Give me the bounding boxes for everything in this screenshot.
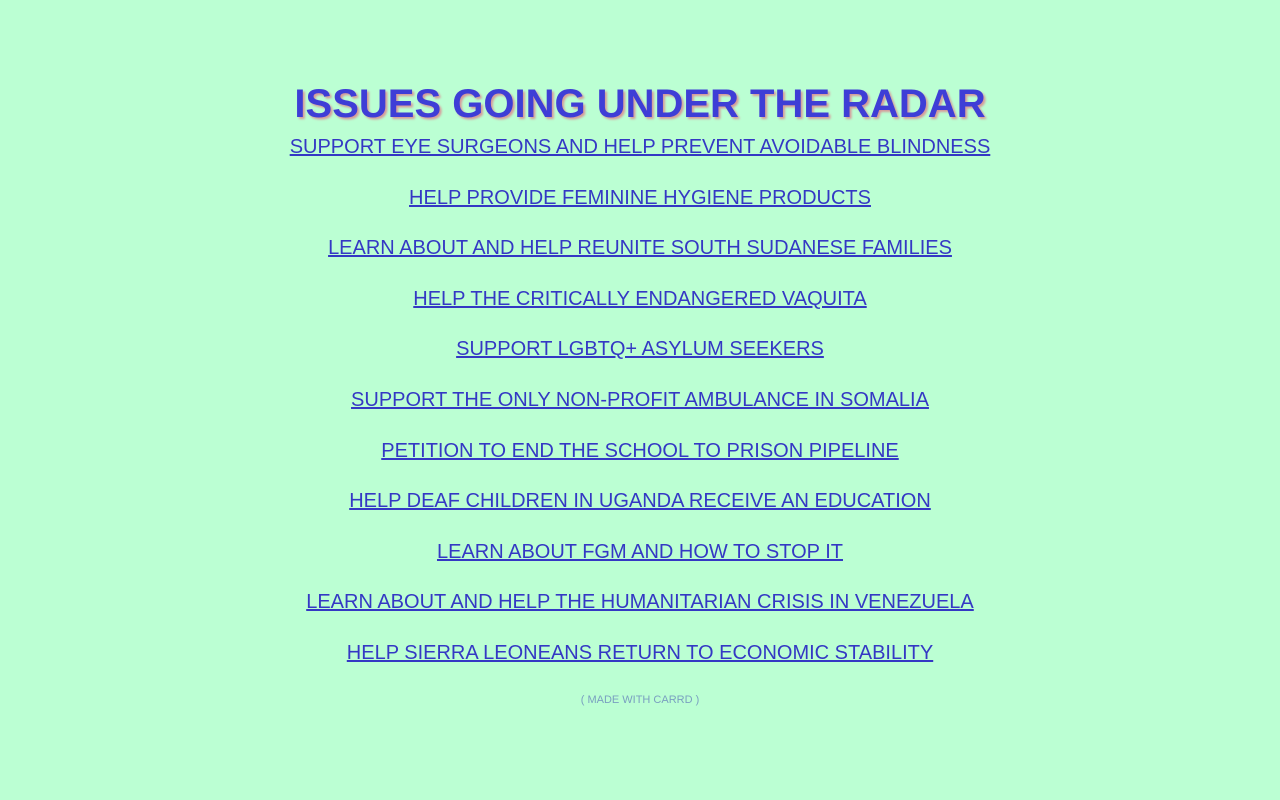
page-title: ISSUES GOING UNDER THE RADAR <box>294 82 986 126</box>
link-feminine-hygiene[interactable]: HELP PROVIDE FEMININE HYGIENE PRODUCTS <box>409 186 871 209</box>
link-somalia-ambulance[interactable]: SUPPORT THE ONLY NON-PROFIT AMBULANCE IN SOMALIA <box>351 388 929 411</box>
link-school-to-prison[interactable]: PETITION TO END THE SCHOOL TO PRISON PIPELINE <box>381 439 899 462</box>
issue-link-list <box>0 135 1280 692</box>
made-with-carrd-credit[interactable]: ( MADE WITH CARRD ) <box>580 693 700 706</box>
link-vaquita[interactable]: HELP THE CRITICALLY ENDANGERED VAQUITA <box>413 287 867 310</box>
link-sierra-leone[interactable]: HELP SIERRA LEONEANS RETURN TO ECONOMIC STABILITY <box>346 641 934 664</box>
link-south-sudanese-families[interactable]: LEARN ABOUT AND HELP REUNITE SOUTH SUDANESE FAMILIES <box>328 237 952 260</box>
link-fgm[interactable]: LEARN ABOUT FGM AND HOW TO STOP IT <box>436 540 843 563</box>
link-eye-surgeons[interactable]: SUPPORT EYE SURGEONS AND HELP PREVENT AVOIDABLE BLINDNESS <box>289 136 991 158</box>
link-venezuela[interactable]: LEARN ABOUT AND HELP THE HUMANITARIAN CRISIS IN VENEZUELA <box>306 591 974 614</box>
link-lgbtq-asylum[interactable]: SUPPORT LGBTQ+ ASYLUM SEEKERS <box>456 338 824 361</box>
link-deaf-children-uganda[interactable]: HELP DEAF CHILDREN IN UGANDA RECEIVE AN EDUCATION <box>349 490 931 513</box>
